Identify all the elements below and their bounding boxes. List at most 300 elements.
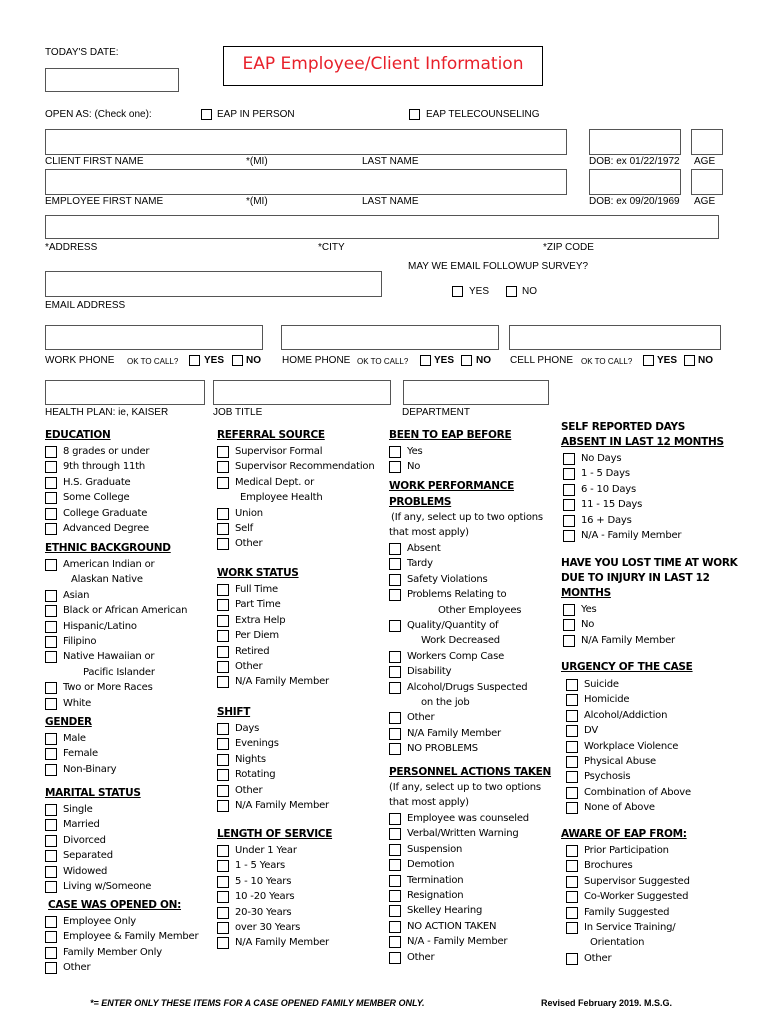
eap-in-person-label: EAP IN PERSON (217, 109, 295, 120)
work-perf-option[interactable]: Absent (389, 541, 527, 556)
marital-option[interactable]: Divorced (45, 833, 151, 848)
shift-title: SHIFT (217, 706, 251, 718)
home-call-yes-checkbox[interactable] (420, 355, 431, 366)
shift-option[interactable]: Evenings (217, 736, 329, 751)
lost-time-title-1: HAVE YOU LOST TIME AT WORK (561, 557, 738, 569)
checkbox[interactable] (217, 922, 229, 934)
health-plan-label: HEALTH PLAN: ie, KAISER (45, 407, 169, 418)
education-option[interactable]: H.S. Graduate (45, 475, 149, 490)
checkbox[interactable] (566, 756, 578, 768)
checkbox[interactable] (563, 530, 575, 542)
personnel-list (389, 811, 529, 965)
ethnic-option[interactable]: Asian (45, 588, 187, 603)
checkbox[interactable] (389, 828, 401, 840)
shift-list (217, 721, 329, 813)
checkbox[interactable] (389, 682, 401, 694)
checkbox[interactable] (563, 619, 575, 631)
lost-time-title-3: MONTHS (561, 587, 611, 599)
checkbox[interactable] (217, 646, 229, 658)
client-name-field[interactable] (45, 129, 567, 155)
checkbox[interactable] (217, 630, 229, 642)
checkbox[interactable] (566, 953, 578, 965)
ethnic-option[interactable]: Two or More Races (45, 680, 187, 695)
marital-option[interactable]: Separated (45, 848, 151, 863)
marital-option[interactable]: Widowed (45, 864, 151, 879)
referral-option[interactable]: Medical Dept. or (217, 475, 374, 490)
case-opened-option[interactable]: Employee Only (45, 914, 198, 929)
checkbox[interactable] (389, 543, 401, 555)
ethnic-option[interactable]: Filipino (45, 634, 187, 649)
checkbox[interactable] (566, 725, 578, 737)
self-reported-option[interactable]: No Days (563, 451, 681, 466)
checkbox[interactable] (217, 538, 229, 550)
home-call-yes-label: YES (434, 355, 455, 366)
checkbox[interactable] (566, 741, 578, 753)
length-service-option[interactable]: 20-30 Years (217, 905, 329, 920)
checkbox[interactable] (563, 468, 575, 480)
checkbox[interactable] (217, 446, 229, 458)
checkbox[interactable] (389, 712, 401, 724)
shift-option[interactable]: N/A Family Member (217, 798, 329, 813)
referral-title: REFERRAL SOURCE (217, 429, 325, 441)
checkbox[interactable] (45, 931, 57, 943)
case-opened-option[interactable]: Employee & Family Member (45, 929, 198, 944)
ethnic-option-cont: Pacific Islander (83, 666, 155, 678)
checkbox[interactable] (45, 962, 57, 974)
aware-title: AWARE OF EAP FROM: (561, 828, 687, 840)
work-status-title: WORK STATUS (217, 567, 299, 579)
work-perf-option[interactable]: Disability (389, 664, 527, 679)
aware-option[interactable]: Prior Participation (566, 843, 690, 858)
cell-call-no-checkbox[interactable] (684, 355, 695, 366)
referral-option[interactable]: Union (217, 506, 374, 521)
checkbox[interactable] (389, 446, 401, 458)
been-to-eap-option[interactable]: Yes (389, 444, 423, 459)
self-reported-option[interactable]: 6 - 10 Days (563, 482, 681, 497)
lost-time-title-2: DUE TO INJURY IN LAST 12 (561, 572, 710, 584)
work-phone-field[interactable] (45, 325, 263, 350)
employee-dob-label: DOB: ex 09/20/1969 (589, 196, 680, 207)
personnel-option[interactable]: Resignation (389, 888, 529, 903)
checkbox[interactable] (217, 754, 229, 766)
client-last-label: LAST NAME (362, 156, 419, 167)
email-field[interactable] (45, 271, 382, 297)
checkbox[interactable] (389, 952, 401, 964)
education-option[interactable]: College Graduate (45, 506, 149, 521)
shift-option[interactable]: Days (217, 721, 329, 736)
checkbox[interactable] (45, 698, 57, 710)
eap-in-person-checkbox[interactable] (201, 109, 212, 120)
education-option[interactable]: Advanced Degree (45, 521, 149, 536)
checkbox[interactable] (45, 651, 57, 663)
checkbox[interactable] (45, 733, 57, 745)
shift-option[interactable]: Rotating (217, 767, 329, 782)
self-reported-option[interactable]: 11 - 15 Days (563, 497, 681, 512)
checkbox[interactable] (45, 461, 57, 473)
work-call-yes-checkbox[interactable] (189, 355, 200, 366)
self-reported-option[interactable]: 1 - 5 Days (563, 466, 681, 481)
personnel-option[interactable]: NO ACTION TAKEN (389, 919, 529, 934)
referral-option[interactable]: Other (217, 536, 374, 551)
checkbox[interactable] (389, 859, 401, 871)
work-status-option[interactable]: Per Diem (217, 628, 329, 643)
been-to-eap-option[interactable]: No (389, 459, 423, 474)
home-ok-to-call: OK TO CALL? (357, 357, 409, 366)
shift-option[interactable]: Other (217, 783, 329, 798)
checkbox[interactable] (566, 679, 578, 691)
work-perf-title-1: WORK PERFORMANCE (389, 480, 514, 492)
home-phone-field[interactable] (281, 325, 499, 350)
checkbox[interactable] (566, 922, 578, 934)
personnel-option[interactable]: Employee was counseled (389, 811, 529, 826)
checkbox[interactable] (217, 599, 229, 611)
checkbox[interactable] (217, 860, 229, 872)
checkbox[interactable] (389, 666, 401, 678)
personnel-note-1: (If any, select up to two options (389, 782, 541, 793)
personnel-option[interactable]: N/A - Family Member (389, 934, 529, 949)
home-call-no-checkbox[interactable] (461, 355, 472, 366)
urgency-option[interactable]: None of Above (566, 800, 691, 815)
checkbox[interactable] (566, 876, 578, 888)
personnel-note-2: that most apply) (389, 797, 469, 808)
survey-yes-label: YES (469, 286, 490, 297)
length-service-title: LENGTH OF SERVICE (217, 828, 333, 840)
case-opened-option[interactable]: Family Member Only (45, 945, 198, 960)
checkbox[interactable] (563, 484, 575, 496)
aware-option-cont: Orientation (590, 937, 645, 949)
length-service-option[interactable]: Under 1 Year (217, 843, 329, 858)
checkbox[interactable] (45, 916, 57, 928)
ethnic-option[interactable]: Native Hawaiian or (45, 649, 187, 664)
survey-yes-checkbox[interactable] (452, 286, 463, 297)
self-reported-option[interactable]: 16 + Days (563, 513, 681, 528)
checkbox[interactable] (217, 461, 229, 473)
education-option[interactable]: Some College (45, 490, 149, 505)
case-opened-title: CASE WAS OPENED ON: (48, 899, 182, 911)
eap-telecounseling-label: EAP TELECOUNSELING (426, 109, 540, 120)
education-option[interactable]: 9th through 11th (45, 459, 149, 474)
checkbox[interactable] (389, 589, 401, 601)
work-perf-option[interactable]: Quality/Quantity of (389, 618, 527, 633)
client-age-field[interactable] (691, 129, 723, 155)
checkbox[interactable] (45, 477, 57, 489)
ethnic-option[interactable]: American Indian or (45, 557, 187, 572)
footer-revised: Revised February 2019. M.S.G. (541, 998, 673, 1008)
work-perf-option-cont: Other Employees (438, 604, 522, 616)
education-list (45, 444, 149, 536)
urgency-option[interactable]: Homicide (566, 692, 691, 707)
marital-option[interactable]: Living w/Someone (45, 879, 151, 894)
cell-phone-field[interactable] (509, 325, 721, 350)
survey-no-checkbox[interactable] (506, 286, 517, 297)
cell-call-no-label: NO (698, 355, 713, 366)
personnel-option[interactable]: Termination (389, 873, 529, 888)
checkbox[interactable] (217, 676, 229, 688)
checkbox[interactable] (389, 905, 401, 917)
work-status-option[interactable]: Full Time (217, 582, 329, 597)
work-status-option[interactable]: N/A Family Member (217, 674, 329, 689)
lost-time-option[interactable]: N/A Family Member (563, 633, 675, 648)
checkbox[interactable] (217, 876, 229, 888)
checkbox[interactable] (45, 682, 57, 694)
checkbox[interactable] (217, 584, 229, 596)
address-label: *ADDRESS (45, 242, 98, 253)
client-age-label: AGE (694, 156, 716, 167)
job-title-label: JOB TITLE (213, 407, 263, 418)
checkbox[interactable] (389, 875, 401, 887)
self-reported-list (563, 451, 681, 543)
aware-option[interactable]: Other (566, 951, 690, 966)
checkbox[interactable] (566, 694, 578, 706)
case-opened-list (45, 914, 198, 976)
gender-option[interactable]: Male (45, 731, 116, 746)
checkbox[interactable] (566, 891, 578, 903)
lost-time-option[interactable]: Yes (563, 602, 675, 617)
cell-phone-label: CELL PHONE (510, 355, 573, 366)
eap-telecounseling-checkbox[interactable] (409, 109, 420, 120)
personnel-option[interactable]: Demotion (389, 857, 529, 872)
been-to-eap-title: BEEN TO EAP BEFORE (389, 429, 512, 441)
checkbox[interactable] (45, 866, 57, 878)
urgency-list (566, 677, 691, 816)
checkbox[interactable] (389, 728, 401, 740)
personnel-title: PERSONNEL ACTIONS TAKEN (389, 766, 552, 778)
checkbox[interactable] (389, 651, 401, 663)
length-service-option[interactable]: N/A Family Member (217, 935, 329, 950)
gender-title: GENDER (45, 716, 92, 728)
checkbox[interactable] (45, 621, 57, 633)
checkbox[interactable] (217, 769, 229, 781)
checkbox[interactable] (45, 590, 57, 602)
ethnic-option-cont: Alaskan Native (71, 574, 143, 586)
checkbox[interactable] (566, 802, 578, 814)
todays-date-field[interactable] (45, 68, 179, 92)
shift-option[interactable]: Nights (217, 752, 329, 767)
work-status-option[interactable]: Extra Help (217, 613, 329, 628)
work-status-option[interactable]: Other (217, 659, 329, 674)
checkbox[interactable] (45, 850, 57, 862)
urgency-option[interactable]: Psychosis (566, 769, 691, 784)
checkbox[interactable] (389, 936, 401, 948)
department-label: DEPARTMENT (402, 407, 470, 418)
email-survey-question: MAY WE EMAIL FOLLOWUP SURVEY? (408, 261, 589, 272)
client-first-label: CLIENT FIRST NAME (45, 156, 144, 167)
self-reported-option[interactable]: N/A - Family Member (563, 528, 681, 543)
checkbox[interactable] (45, 819, 57, 831)
work-perf-option-cont: Work Decreased (421, 635, 500, 647)
work-status-option[interactable]: Part Time (217, 597, 329, 612)
employee-first-label: EMPLOYEE FIRST NAME (45, 196, 164, 207)
aware-option[interactable]: Supervisor Suggested (566, 874, 690, 889)
employee-age-label: AGE (694, 196, 716, 207)
employee-dob-field[interactable] (589, 169, 681, 195)
checkbox[interactable] (217, 723, 229, 735)
referral-option[interactable]: Supervisor Formal (217, 444, 374, 459)
checkbox[interactable] (217, 661, 229, 673)
ethnic-option[interactable]: Black or African American (45, 603, 187, 618)
home-phone-label: HOME PHONE (282, 355, 351, 366)
checkbox[interactable] (566, 860, 578, 872)
checkbox[interactable] (217, 937, 229, 949)
referral-option[interactable]: Self (217, 521, 374, 536)
lost-time-option[interactable]: No (563, 617, 675, 632)
gender-option[interactable]: Female (45, 746, 116, 761)
referral-option[interactable]: Supervisor Recommendation (217, 459, 374, 474)
case-opened-option[interactable]: Other (45, 960, 198, 975)
client-dob-field[interactable] (589, 129, 681, 155)
ethnic-option[interactable]: White (45, 696, 187, 711)
gender-option[interactable]: Non-Binary (45, 762, 116, 777)
length-service-list (217, 843, 329, 951)
checkbox[interactable] (389, 890, 401, 902)
checkbox[interactable] (45, 523, 57, 535)
checkbox[interactable] (563, 453, 575, 465)
checkbox[interactable] (217, 800, 229, 812)
client-dob-label: DOB: ex 01/22/1972 (589, 156, 680, 167)
employee-name-field[interactable] (45, 169, 567, 195)
urgency-option[interactable]: Workplace Violence (566, 739, 691, 754)
checkbox[interactable] (217, 523, 229, 535)
self-reported-title-2: ABSENT IN LAST 12 MONTHS (561, 436, 724, 448)
checkbox[interactable] (45, 804, 57, 816)
checkbox[interactable] (45, 508, 57, 520)
urgency-option[interactable]: Combination of Above (566, 785, 691, 800)
checkbox[interactable] (389, 574, 401, 586)
checkbox[interactable] (217, 785, 229, 797)
checkbox[interactable] (389, 620, 401, 632)
checkbox[interactable] (566, 710, 578, 722)
checkbox[interactable] (45, 605, 57, 617)
checkbox[interactable] (217, 615, 229, 627)
work-perf-option[interactable]: Alcohol/Drugs Suspected (389, 680, 527, 695)
aware-option[interactable]: In Service Training/ (566, 920, 690, 935)
length-service-option[interactable]: 5 - 10 Years (217, 874, 329, 889)
checkbox[interactable] (45, 764, 57, 776)
department-field[interactable] (403, 380, 549, 405)
been-to-eap-list (389, 444, 423, 475)
aware-option[interactable]: Family Suggested (566, 905, 690, 920)
marital-title: MARITAL STATUS (45, 787, 141, 799)
work-perf-option[interactable]: Workers Comp Case (389, 649, 527, 664)
urgency-title: URGENCY OF THE CASE (561, 661, 693, 673)
form-title: EAP Employee/Client Information (242, 54, 524, 74)
health-plan-field[interactable] (45, 380, 205, 405)
urgency-option[interactable]: Alcohol/Addiction (566, 708, 691, 723)
checkbox[interactable] (563, 635, 575, 647)
education-option[interactable]: 8 grades or under (45, 444, 149, 459)
checkbox[interactable] (566, 907, 578, 919)
checkbox[interactable] (45, 835, 57, 847)
checkbox[interactable] (45, 492, 57, 504)
work-perf-option-cont: on the job (421, 696, 470, 708)
urgency-option[interactable]: Suicide (566, 677, 691, 692)
home-call-no-label: NO (476, 355, 491, 366)
aware-option[interactable]: Brochures (566, 858, 690, 873)
personnel-option[interactable]: Suspension (389, 842, 529, 857)
checkbox[interactable] (389, 558, 401, 570)
personnel-option[interactable]: Verbal/Written Warning (389, 826, 529, 841)
work-status-list (217, 582, 329, 690)
cell-call-yes-checkbox[interactable] (643, 355, 654, 366)
marital-option[interactable]: Single (45, 802, 151, 817)
checkbox[interactable] (563, 515, 575, 527)
work-perf-option[interactable]: Problems Relating to (389, 587, 527, 602)
marital-list (45, 802, 151, 894)
checkbox[interactable] (389, 921, 401, 933)
checkbox[interactable] (566, 787, 578, 799)
employee-age-field[interactable] (691, 169, 723, 195)
education-title: EDUCATION (45, 429, 111, 441)
checkbox[interactable] (566, 771, 578, 783)
work-perf-option[interactable]: Other (389, 710, 527, 725)
checkbox[interactable] (217, 891, 229, 903)
work-perf-option[interactable]: Safety Violations (389, 572, 527, 587)
address-field[interactable] (45, 215, 719, 239)
checkbox[interactable] (389, 813, 401, 825)
checkbox[interactable] (217, 508, 229, 520)
work-perf-title-2: PROBLEMS (389, 496, 452, 508)
length-service-option[interactable]: 1 - 5 Years (217, 858, 329, 873)
client-mi-label: *(MI) (246, 156, 268, 167)
zip-label: *ZIP CODE (543, 242, 594, 253)
checkbox[interactable] (45, 446, 57, 458)
checkbox[interactable] (217, 738, 229, 750)
length-service-option[interactable]: 10 -20 Years (217, 889, 329, 904)
checkbox[interactable] (217, 477, 229, 489)
urgency-option[interactable]: Physical Abuse (566, 754, 691, 769)
checkbox[interactable] (45, 947, 57, 959)
work-perf-note-1: (If any, select up to two options (391, 512, 543, 523)
marital-option[interactable]: Married (45, 817, 151, 832)
checkbox[interactable] (45, 559, 57, 571)
aware-list (566, 843, 690, 966)
todays-date-label: TODAY'S DATE: (45, 47, 119, 58)
checkbox[interactable] (389, 461, 401, 473)
email-label: EMAIL ADDRESS (45, 300, 126, 311)
checkbox[interactable] (45, 881, 57, 893)
title-box (223, 46, 543, 86)
checkbox[interactable] (566, 845, 578, 857)
cell-call-yes-label: YES (657, 355, 678, 366)
work-call-no-checkbox[interactable] (232, 355, 243, 366)
personnel-option[interactable]: Other (389, 950, 529, 965)
aware-option[interactable]: Co-Worker Suggested (566, 889, 690, 904)
work-perf-option[interactable]: Tardy (389, 556, 527, 571)
checkbox[interactable] (563, 604, 575, 616)
work-perf-option[interactable]: NO PROBLEMS (389, 741, 527, 756)
urgency-option[interactable]: DV (566, 723, 691, 738)
checkbox[interactable] (217, 907, 229, 919)
job-title-field[interactable] (213, 380, 391, 405)
work-ok-to-call: OK TO CALL? (127, 357, 179, 366)
survey-no-label: NO (522, 286, 537, 297)
work-status-option[interactable]: Retired (217, 644, 329, 659)
footer-note: *= ENTER ONLY THESE ITEMS FOR A CASE OPENED FAMILY MEMBER ONLY. (90, 998, 425, 1008)
referral-option-cont: Employee Health (240, 492, 323, 504)
length-service-option[interactable]: over 30 Years (217, 920, 329, 935)
checkbox[interactable] (563, 499, 575, 511)
checkbox[interactable] (389, 743, 401, 755)
city-label: *CITY (318, 242, 345, 253)
checkbox[interactable] (389, 844, 401, 856)
personnel-option[interactable]: Skelley Hearing (389, 903, 529, 918)
checkbox[interactable] (45, 636, 57, 648)
checkbox[interactable] (45, 748, 57, 760)
checkbox[interactable] (217, 845, 229, 857)
ethnic-option[interactable]: Hispanic/Latino (45, 619, 187, 634)
work-perf-option[interactable]: N/A Family Member (389, 726, 527, 741)
work-phone-label: WORK PHONE (45, 355, 115, 366)
